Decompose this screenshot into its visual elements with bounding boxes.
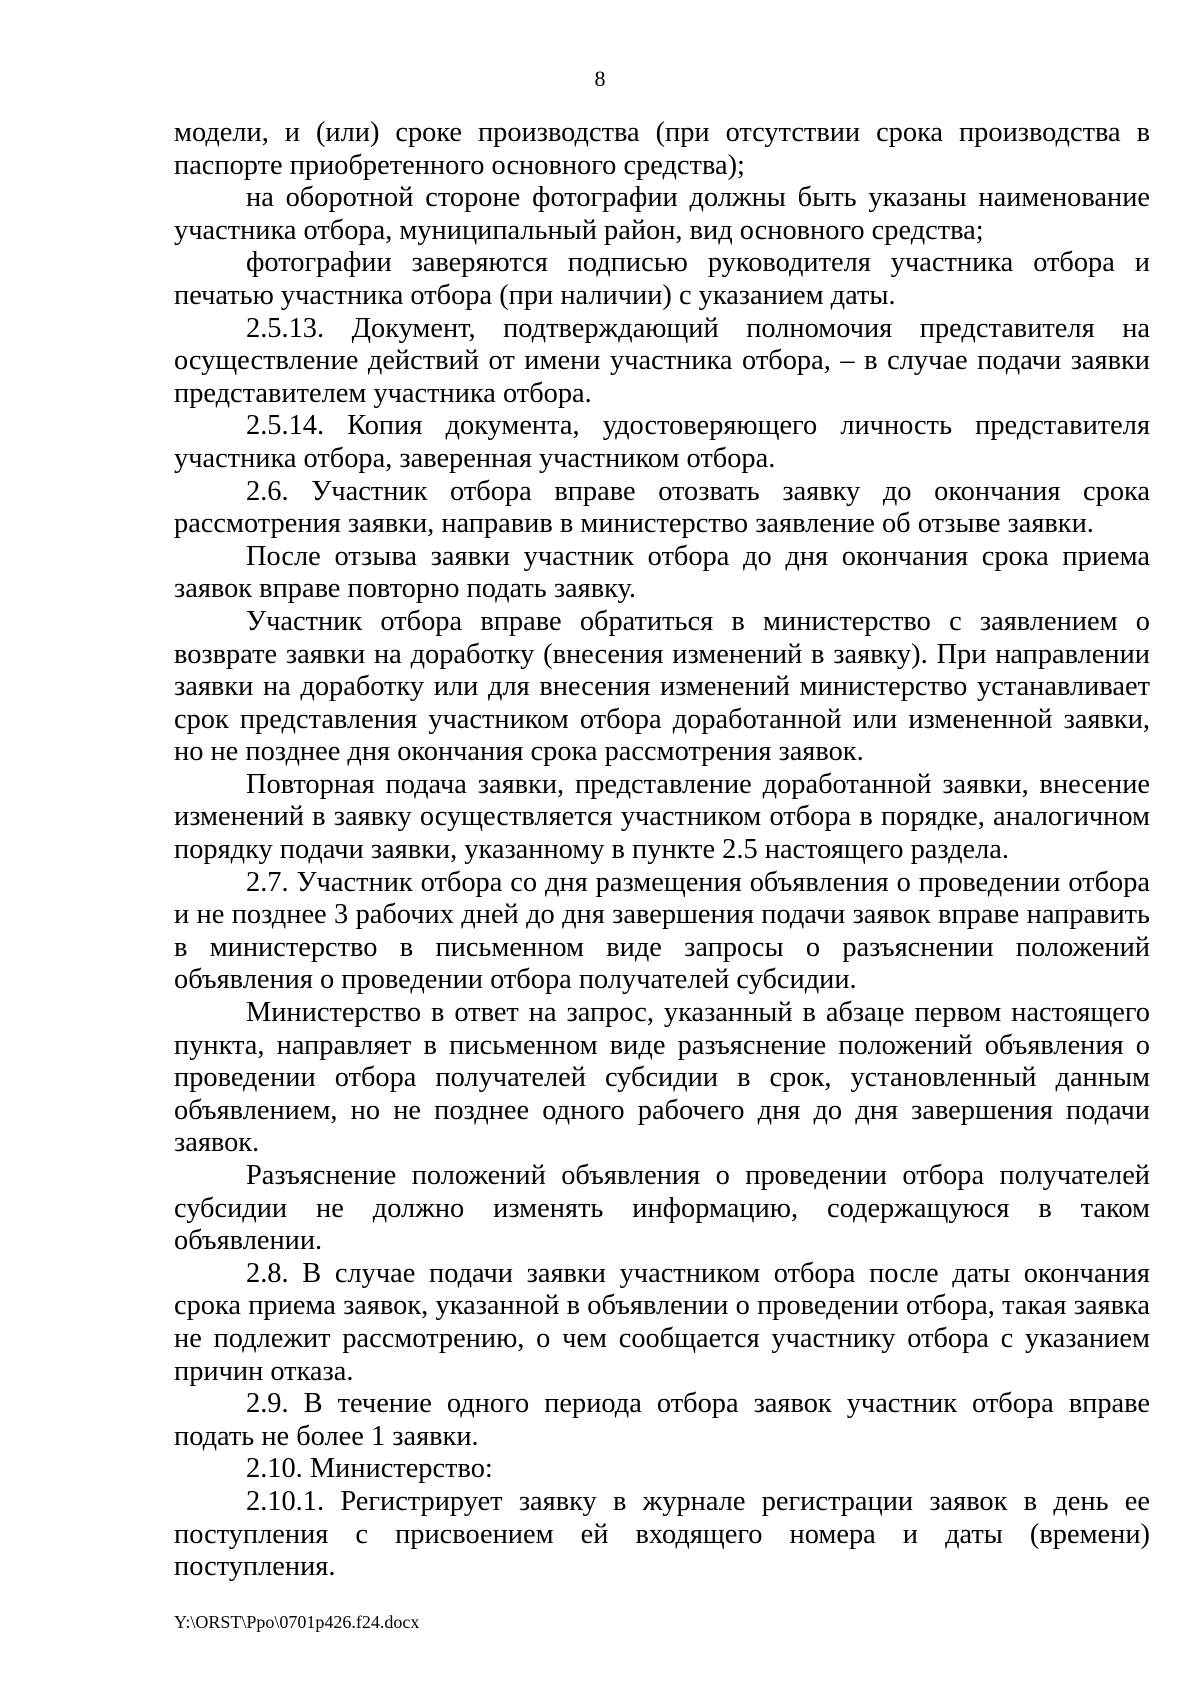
paragraph-2-10: 2.10. Министерство:	[246, 1453, 493, 1485]
paragraph-2-8: 2.8. В случае подачи заявки участником отбора после даты окончания срока приема заявок, указанной в объявлении о проведении отбора, такая заявка не подлежит рассмотрению, о чем сообщается участнику отбора с указанием причин отказа.	[174, 1257, 1150, 1387]
paragraph-return-for-revision: Участник отбора вправе обратиться в министерство с заявлением о возврате заявки на доработку (внесения изменений в заявку). При направлении заявки на доработку или для внесения изменений министерство устанавливает срок представления участником отбора доработанной или измененной заявки, но не позднее дня окончания срока рассмотрения заявок.	[174, 605, 1150, 768]
paragraph-continuation: модели, и (или) сроке производства (при отсутствии срока производства в паспорте приобретенного основного средства);	[174, 117, 1150, 181]
paragraph-2-5-13: 2.5.13. Документ, подтверждающий полномочия представителя на осуществление действий от имени участника отбора, – в случае подачи заявки представителем участника отбора.	[174, 312, 1150, 409]
paragraph-2-9: 2.9. В течение одного периода отбора заявок участник отбора вправе подать не более 1 заявки.	[174, 1388, 1150, 1452]
document-body	[174, 117, 1150, 1584]
paragraph-2-5-14: 2.5.14. Копия документа, удостоверяющего личность представителя участника отбора, заверенная участником отбора.	[174, 410, 1150, 474]
paragraph-photo-reverse-side: на оборотной стороне фотографии должны быть указаны наименование участника отбора, муниципальный район, вид основного средства;	[174, 182, 1150, 246]
footer-file-path: Y:\ORST\Ppo\0701p426.f24.docx	[174, 1612, 420, 1632]
page-number: 8	[594, 66, 606, 91]
paragraph-photo-certification: фотографии заверяются подписью руководителя участника отбора и печатью участника отбора (при наличии) с указанием даты.	[174, 247, 1150, 311]
paragraph-resubmission: Повторная подача заявки, представление доработанной заявки, внесение изменений в заявку осуществляется участником отбора в порядке, аналогичном порядку подачи заявки, указанному в пункте 2.5 настоящего раздела.	[174, 768, 1150, 866]
paragraph-2-7: 2.7. Участник отбора со дня размещения объявления о проведении отбора и не позднее 3 рабочих дней до дня завершения подачи заявок вправе направить в министерство в письменном виде запросы о разъяснении положений объявления о проведении отбора получателей субсидии.	[174, 866, 1150, 996]
paragraph-2-10-1: 2.10.1. Регистрирует заявку в журнале регистрации заявок в день ее поступления с присвоением ей входящего номера и даты (времени) поступления.	[174, 1485, 1150, 1583]
paragraph-2-6: 2.6. Участник отбора вправе отозвать заявку до окончания срока рассмотрения заявки, направив в министерство заявление об отзыве заявки.	[174, 475, 1150, 540]
paragraph-ministry-response: Министерство в ответ на запрос, указанный в абзаце первом настоящего пункта, направляет в письменном виде разъяснение положений объявления о проведении отбора получателей субсидии в срок, установленный данным объявлением, но не позднее одного рабочего дня до дня завершения подачи заявок.	[174, 997, 1150, 1159]
paragraph-after-withdrawal: После отзыва заявки участник отбора до дня окончания срока приема заявок вправе повторно подать заявку.	[174, 540, 1150, 605]
paragraph-clarification: Разъяснение положений объявления о проведении отбора получателей субсидии не должно изменять информацию, содержащуюся в таком объявлении.	[174, 1160, 1150, 1257]
